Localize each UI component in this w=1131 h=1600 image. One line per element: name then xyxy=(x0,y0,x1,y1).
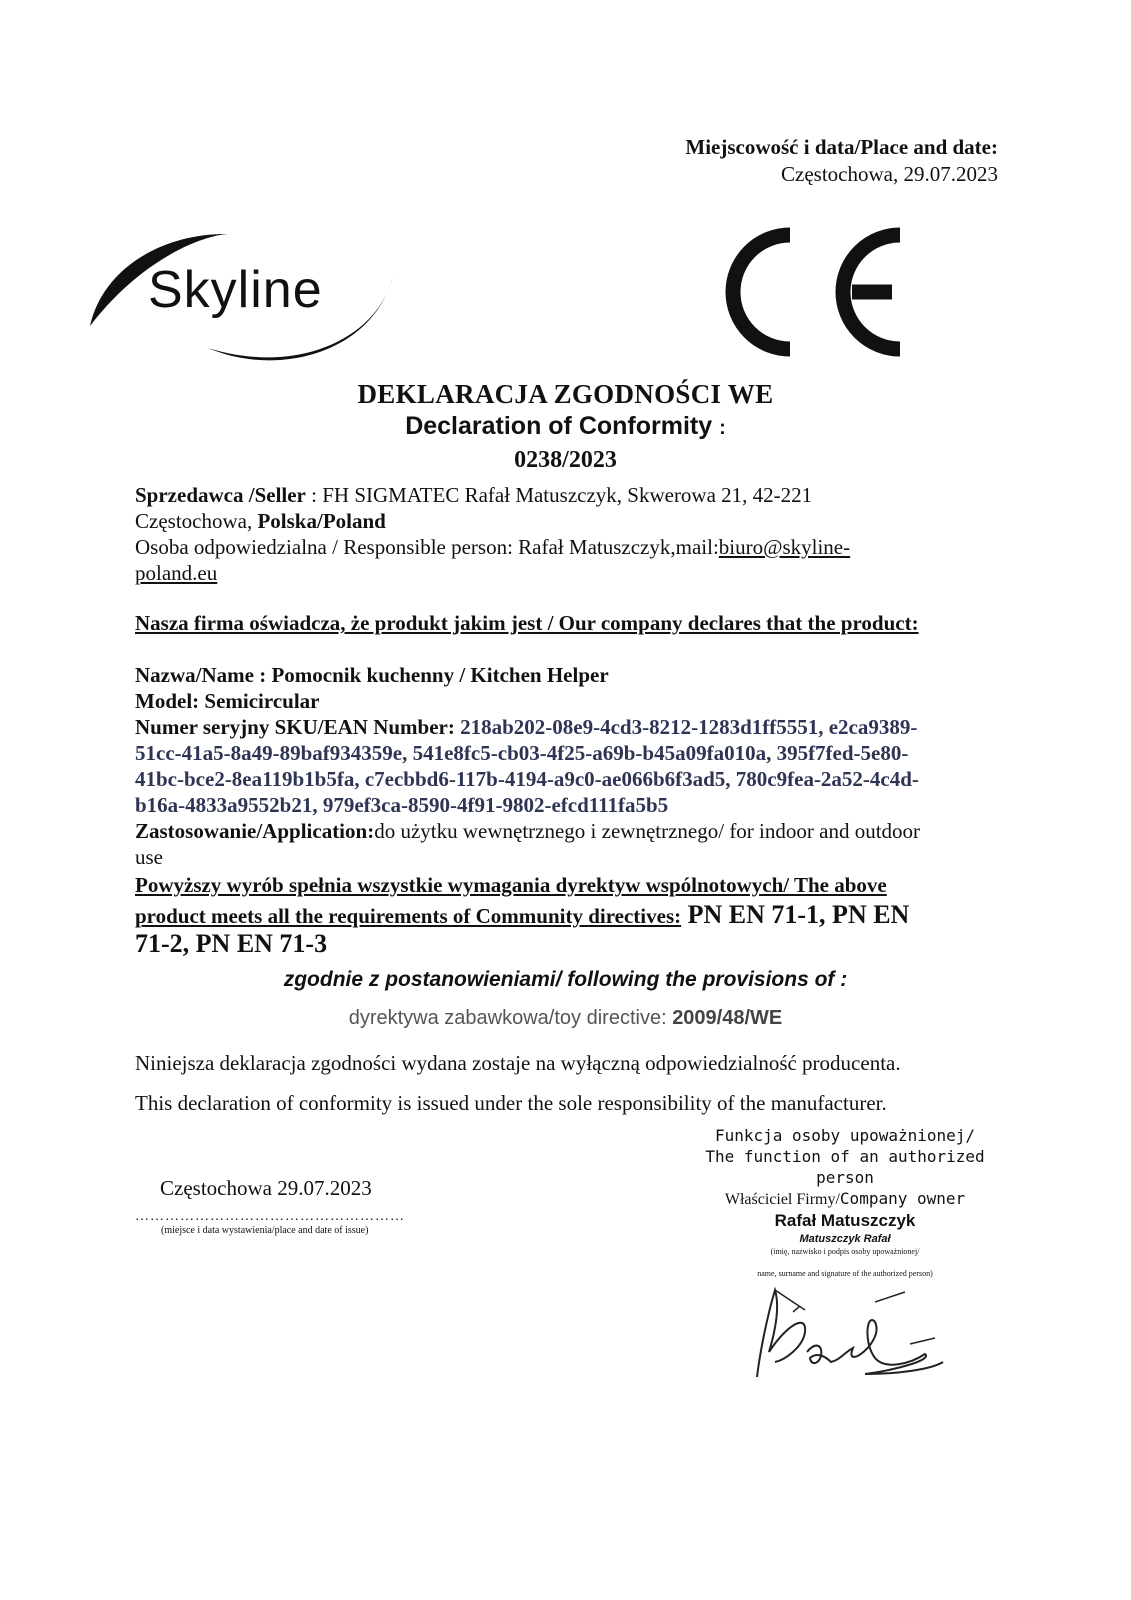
sku-line-1 xyxy=(135,714,995,740)
provisions-line xyxy=(0,968,1131,992)
seller-city: Częstochowa, xyxy=(135,509,258,533)
title-pl: DEKLARACJA ZGODNOŚCI WE xyxy=(357,379,774,409)
place-date-value: Częstochowa, 29.07.2023 xyxy=(781,162,998,186)
seller-line-2 xyxy=(135,508,995,534)
responsible-label: Osoba odpowiedzialna / Responsible person: Rafał Matuszczyk,mail: xyxy=(135,535,719,559)
responsible-line xyxy=(135,534,995,560)
directive-line xyxy=(0,1007,1131,1030)
handwritten-signature xyxy=(745,1282,950,1392)
seller-label: Sprzedawca /Seller xyxy=(135,483,306,507)
product-name-line xyxy=(135,662,995,688)
standards-2: 71-2, PN EN 71-3 xyxy=(135,929,328,958)
logo-text: Skyline xyxy=(148,261,323,319)
application-value: do użytku wewnętrznego i zewnętrznego/ for indoor and outdoor xyxy=(374,819,921,843)
product-name-value: Pomocnik kuchenny / Kitchen Helper xyxy=(271,663,609,687)
owner-pl: Właściciel Firmy/ xyxy=(724,1191,840,1208)
provisions-colon: : xyxy=(834,968,848,991)
issue-dots: ……………………………………………… xyxy=(135,1209,405,1224)
application-line xyxy=(135,818,995,844)
signatory-name: Rafał Matuszczyk xyxy=(774,1211,916,1230)
issue-block xyxy=(135,1175,425,1236)
place-date-label: Miejscowość i data/Place and date: xyxy=(685,135,998,159)
issue-place-date: Częstochowa 29.07.2023 xyxy=(160,1176,372,1200)
place-date-block xyxy=(685,134,998,188)
provisions-text: zgodnie z postanowieniami/ following the provisions of xyxy=(283,968,835,991)
email-link[interactable]: biuro@skyline- xyxy=(718,535,851,559)
title-en-text: Declaration of Conformity xyxy=(405,412,713,440)
ce-mark-icon xyxy=(720,225,910,360)
product-name-label: Nazwa/Name : xyxy=(135,663,272,687)
declares-heading: Nasza firma oświadcza, że produkt jakim jest / Our company declares that the product: xyxy=(135,611,919,635)
signature-caption-en: name, surname and signature of the authorized person) xyxy=(757,1269,933,1278)
model-value: : Semicircular xyxy=(192,689,320,713)
title-en xyxy=(0,410,1131,444)
directive-label: dyrektywa zabawkowa/toy directive: xyxy=(348,1007,673,1029)
product-model-line xyxy=(135,688,995,714)
application-line-2: use xyxy=(135,845,163,869)
model-label: Model xyxy=(135,689,193,713)
function-line-2: The function of an authorized xyxy=(705,1147,985,1166)
signature-caption-pl: (imię, nazwisko i podpis osoby upoważnionej/ xyxy=(770,1247,920,1256)
sku-value-1: 218ab202-08e9-4cd3-8212-1283d1ff5551, e2ca9389- xyxy=(460,715,918,739)
compliance-line-1: Powyższy wyrób spełnia wszystkie wymagania dyrektyw wspólnotowych/ The above xyxy=(135,873,887,897)
seller-sep: : xyxy=(305,483,323,507)
title-en-colon: : xyxy=(719,417,726,439)
issue-caption: (miejsce i data wystawienia/place and date of issue) xyxy=(161,1225,369,1236)
owner-en: Company owner xyxy=(839,1189,966,1208)
responsible-line-2 xyxy=(135,560,995,586)
email-link-cont[interactable]: poland.eu xyxy=(135,561,218,585)
title-block xyxy=(0,378,1131,476)
signatory-block xyxy=(700,1125,990,1280)
signature-icon xyxy=(745,1282,950,1392)
sku-line-2: 51cc-41a5-8a49-89baf934359e, 541e8fc5-cb03-4f25-a69b-b45a09fa010a, 395f7fed-5e80- xyxy=(135,741,909,765)
document-body xyxy=(135,482,995,959)
ce-mark xyxy=(720,225,910,360)
declaration-block xyxy=(135,1050,1035,1116)
declaration-pl: Niniejsza deklaracja zgodności wydana zostaje na wyłączną odpowiedzialność producenta. xyxy=(135,1051,901,1075)
owner-line xyxy=(700,1188,990,1210)
seller-line-1 xyxy=(135,482,995,508)
sku-label: Numer seryjny SKU/EAN Number: xyxy=(135,715,461,739)
standards-1: PN EN 71-1, PN EN xyxy=(681,900,910,929)
sku-line-3: 41bc-bce2-8ea119b1b5fa, c7ecbbd6-117b-4194-a9c0-ae066b6f3ad5, 780c9fea-2a52-4c4d- xyxy=(135,767,919,791)
function-line-1: Funkcja osoby upoważnionej/ xyxy=(714,1126,976,1145)
compliance-text: product meets all the requirements of Community directives: xyxy=(135,904,682,928)
compliance-line-2 xyxy=(135,902,995,929)
stamp-name: Matuszczyk Rafał xyxy=(799,1233,891,1245)
seller-value: FH SIGMATEC Rafał Matuszczyk, Skwerowa 21, 42-221 xyxy=(322,483,813,507)
sku-line-4: b16a-4833a9552b21, 979ef3ca-8590-4f91-9802-efcd111fa5b5 xyxy=(135,793,669,817)
application-label: Zastosowanie/Application: xyxy=(135,819,375,843)
declaration-en: This declaration of conformity is issued under the sole responsibility of the manufacturer. xyxy=(135,1091,887,1115)
function-line-3: person xyxy=(816,1168,874,1187)
seller-country: Polska/Poland xyxy=(257,509,386,533)
skyline-logo xyxy=(88,228,398,373)
directive-value: 2009/48/WE xyxy=(672,1007,783,1029)
declaration-number: 0238/2023 xyxy=(514,447,617,473)
